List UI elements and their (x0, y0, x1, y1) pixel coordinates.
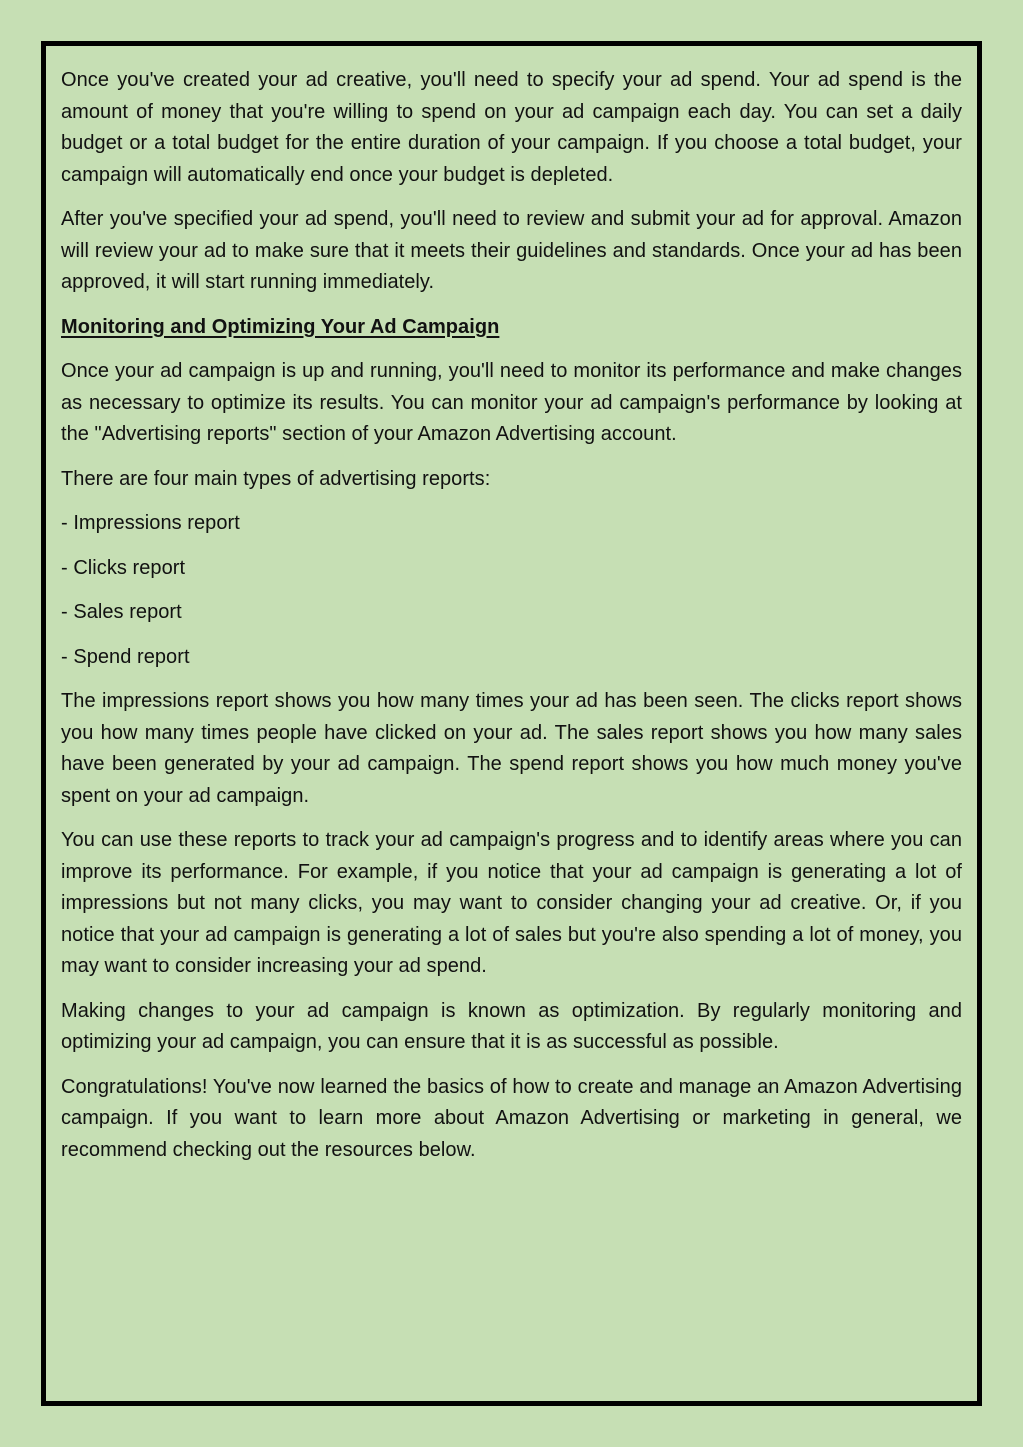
section-heading: Monitoring and Optimizing Your Ad Campaign (61, 315, 500, 338)
paragraph-monitoring: Once your ad campaign is up and running, you'll need to monitor its performance and make changes as necessary to optimize its results. You can monitor your ad campaign's performance by looking at the "Advertising reports" section of your Amazon Advertising account. (61, 360, 962, 445)
paragraph-optimization: Making changes to your ad campaign is known as optimization. By regularly monitoring and optimizing your ad campaign, you can ensure that it is as successful as possible. (61, 999, 962, 1053)
paragraph-using-reports: You can use these reports to track your ad campaign's progress and to identify areas where you can improve its performance. For example, if you notice that your ad campaign is generating a lot of impressions but not many clicks, you may want to consider changing your ad creative. Or, if you notice that your ad campaign is generating a lot of sales but you're also spending a lot of money, you may want to consider increasing your ad spend. (61, 829, 962, 977)
list-item-sales-report: - Sales report (61, 601, 182, 623)
paragraph-approval: After you've specified your ad spend, you'll need to review and submit your ad for approval. Amazon will review your ad to make sure that it meets their guidelines and standards. Once your ad has been approved, it will start running immediately. (61, 208, 962, 293)
paragraph-ad-spend: Once you've created your ad creative, you'll need to specify your ad spend. Your ad spend is the amount of money that you're willing to spend on your ad campaign each day. You can set a daily budget or a total budget for the entire duration of your campaign. If you choose a total budget, your campaign will automatically end once your budget is depleted. (61, 69, 962, 186)
list-item-spend-report: - Spend report (61, 645, 190, 668)
paragraph-congratulations: Congratulations! You've now learned the basics of how to create and manage an Amazon Advertising campaign. If you want to learn more about Amazon Advertising or marketing in general, we recommend checking out the resources below. (61, 1075, 962, 1161)
paragraph-report-descriptions: The impressions report shows you how many times your ad has been seen. The clicks report shows you how many times people have clicked on your ad. The sales report shows you how many sales have been generated by your ad campaign. The spend report shows you how much money you've spent on your ad campaign. (61, 690, 962, 807)
list-item-impressions-report: - Impressions report (61, 512, 240, 534)
list-item-clicks-report: - Clicks report (61, 556, 186, 579)
page-frame (41, 41, 982, 1406)
paragraph-reports-intro: There are four main types of advertising reports: (61, 467, 491, 490)
